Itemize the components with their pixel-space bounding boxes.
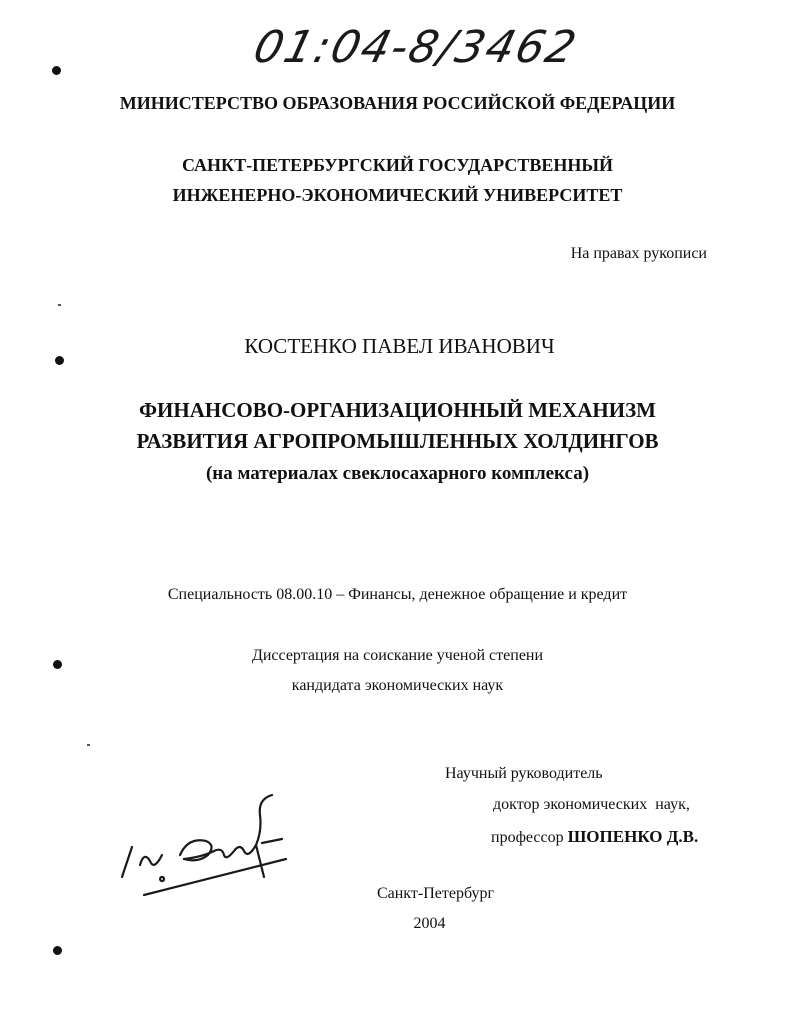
- title-subtitle: (на материалах свеклосахарного комплекса): [205, 463, 590, 484]
- supervisor-name: ШОПЕНКО Д.В.: [567, 827, 699, 846]
- supervisor-degree: доктор экономических наук,: [493, 796, 690, 813]
- rights-note: На правах рукописи: [570, 245, 707, 262]
- margin-dot: [52, 66, 61, 75]
- title-line-1: ФИНАНСОВО-ОРГАНИЗАЦИОННЫЙ МЕХАНИЗМ: [139, 398, 656, 422]
- supervisor-label: Научный руководитель: [445, 765, 603, 782]
- supervisor-title-prefix: профессор: [491, 829, 564, 846]
- university-line-1: САНКТ-ПЕТЕРБУРГСКИЙ ГОСУДАРСТВЕННЫЙ: [181, 155, 614, 175]
- university-line-2: ИНЖЕНЕРНО-ЭКОНОМИЧЕСКИЙ УНИВЕРСИТЕТ: [172, 185, 623, 205]
- supervisor-title: [491, 827, 698, 847]
- margin-dot: [53, 946, 62, 955]
- ministry-heading: МИНИСТЕРСТВО ОБРАЗОВАНИЯ РОССИЙСКОЙ ФЕДЕРАЦИИ: [119, 93, 676, 113]
- degree-line-2: кандидата экономических наук: [291, 677, 504, 694]
- degree-line-1: Диссертация на соискание ученой степени: [251, 647, 544, 664]
- specialty-line: Специальность 08.00.10 – Финансы, денежное обращение и кредит: [167, 586, 628, 603]
- scan-speck: [58, 304, 61, 306]
- archive-code-handwritten: 01:04-8/3462: [248, 22, 583, 73]
- author-name: КОСТЕНКО ПАВЕЛ ИВАНОВИЧ: [244, 334, 555, 358]
- title-line-2: РАЗВИТИЯ АГРОПРОМЫШЛЕННЫХ ХОЛДИНГОВ: [136, 429, 659, 453]
- year: 2004: [413, 915, 446, 932]
- city: Санкт-Петербург: [376, 885, 495, 902]
- scan-speck: [87, 744, 90, 746]
